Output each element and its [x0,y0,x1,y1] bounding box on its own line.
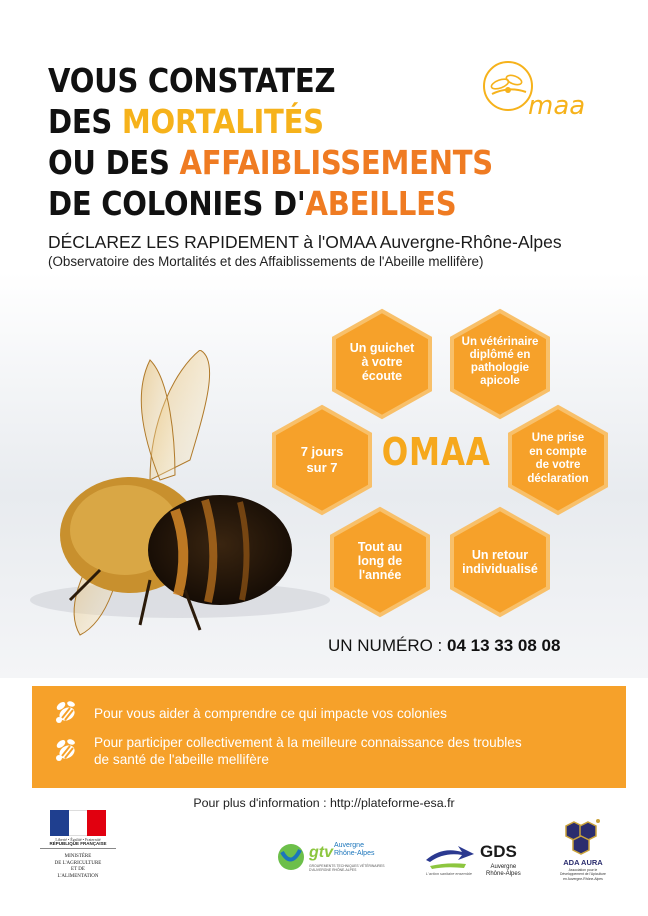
phone-line [328,636,560,656]
declare-heading: DÉCLAREZ LES RAPIDEMENT à l'OMAA Auvergne-Rhône-Alpes [48,232,562,252]
hex-prise-en-compte-label: Une prise en compte de votre déclaration [527,432,589,485]
hex-guichet-label: Un guichet à votre écoute [349,341,415,383]
logo-text: maa [528,91,586,121]
ministry-logo: Liberté • Égalité • Fraternité RÉPUBLIQUE FRANÇAISE MINISTÈRE DE L'AGRICULTURE ET DE L'ALIMENTATION [40,810,130,880]
page-title [48,60,493,224]
omaa-logo [470,56,610,126]
title-highlight-abeilles: ABEILLES [305,184,457,223]
title-highlight-mortalites: MORTALITÉS [121,102,324,141]
honeycomb-icon [562,818,604,858]
title-highlight-affaiblissements: AFFAIBLISSEMENTS [179,143,493,182]
phone-number[interactable]: 04 13 33 08 08 [447,636,561,655]
more-info-link[interactable]: Pour plus d'information : http://plateforme-esa.fr [193,796,455,810]
hex-7-jours-label: 7 jours sur 7 [300,444,344,475]
title-line-4: DE COLONIES D'ABEILLES [48,184,457,223]
omaa-center-label: OMAA [381,430,491,474]
gtv-emblem-icon [276,842,306,872]
benefit-1: Pour vous aider à comprendre ce qui impacte vos colonies [94,706,447,721]
title-line-3: OU DES AFFAIBLISSEMENTS [48,143,493,182]
gtv-logo: gtv Auvergne Rhône-Alpes GROUPEMENTS TECHNIQUES VÉTÉRINAIRES D'AUVERGNE RHÔNE-ALPES [276,838,406,882]
hex-tout-au-long-label: Tout au long de l'année [357,540,403,582]
gds-arrows-icon [422,844,478,870]
benefits-band [32,686,626,788]
hex-veterinaire-label: Un vétérinaire diplômé en pathologie apicole [461,336,539,387]
ada-aura-logo: ADA AURA Association pour le Développement de l'Apiculture en Auvergne-Rhône-Alpes [548,816,618,896]
benefit-2: Pour participer collectivement à la meilleure connaissance des troubles de santé de l'abeille mellifère [94,735,522,767]
title-line-1: VOUS CONSTATEZ [48,61,336,100]
bee-icon [52,736,80,764]
french-flag-icon [50,810,106,836]
declare-subtitle: (Observatoire des Mortalités et des Affaiblissements de l'Abeille mellifère) [48,254,484,269]
bee-icon [52,698,80,726]
gds-logo: GDS Auvergne Rhône-Alpes L'action sanitaire ensemble [422,842,532,886]
phone-label: UN NUMÉRO : [328,636,447,655]
title-line-2: DES MORTALITÉS [48,102,324,141]
hex-retour-label: Un retour individualisé [462,548,538,576]
